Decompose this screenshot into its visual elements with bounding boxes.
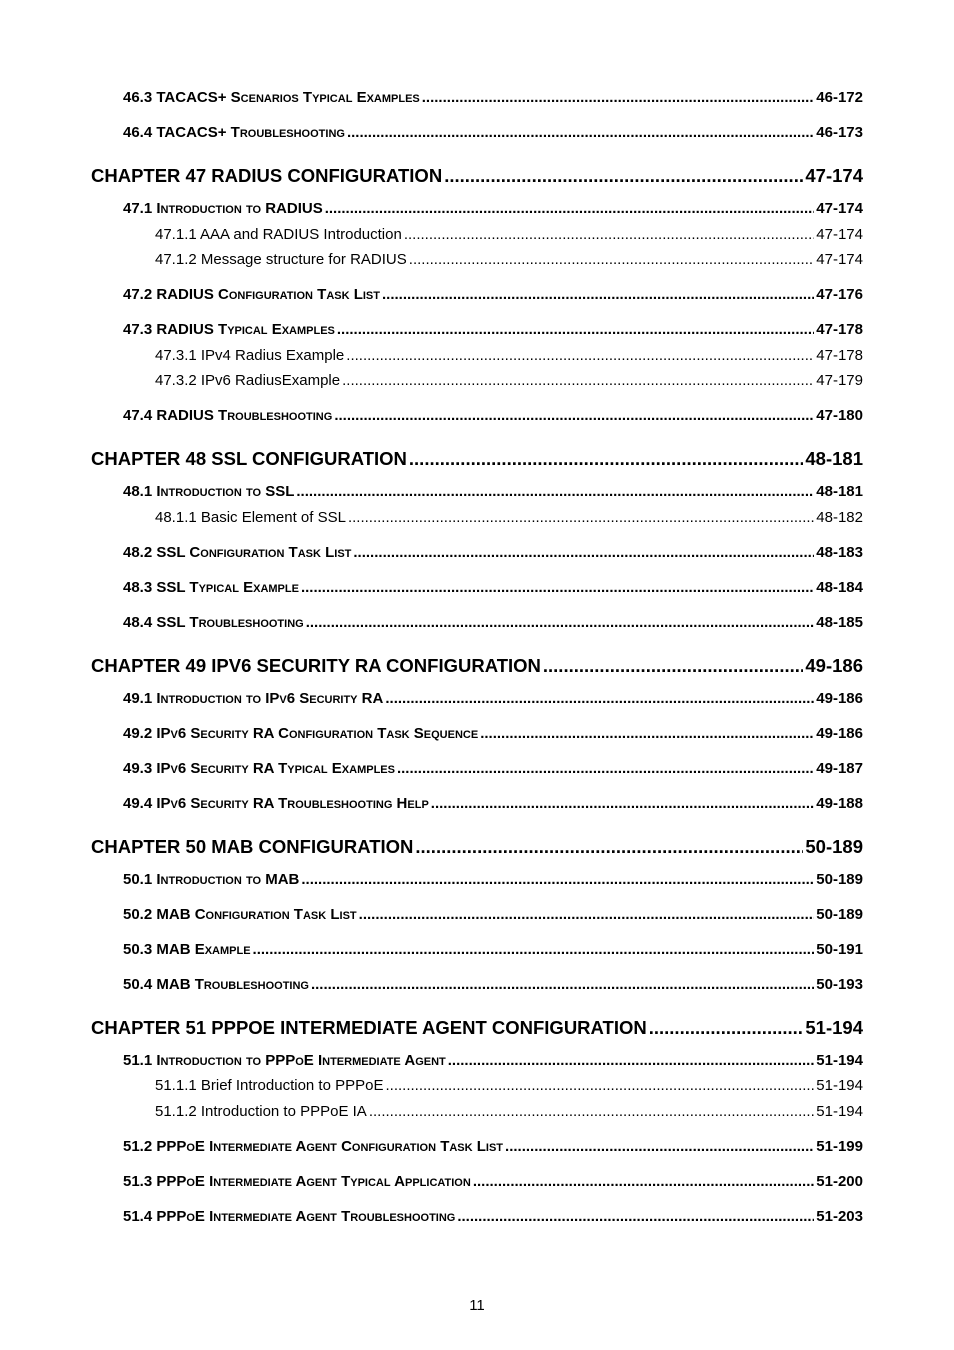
toc-entry-page: 50-191 — [816, 940, 863, 958]
toc-chapter-entry[interactable] — [91, 164, 863, 188]
toc-entry-page: 47-176 — [816, 286, 863, 303]
toc-entry-page: 46-173 — [816, 124, 863, 141]
dot-leader — [306, 613, 815, 633]
toc-entry-title: 51.1.2 Introduction to PPPoE IA — [155, 1102, 367, 1120]
dot-leader — [369, 1102, 814, 1122]
toc-entry-page: 47-180 — [816, 407, 863, 424]
toc-section-entry[interactable] — [91, 543, 863, 563]
dot-leader — [296, 482, 814, 502]
toc-chapter-entry[interactable] — [91, 654, 863, 678]
toc-entry-title: 50.4 MAB Troubleshooting — [123, 975, 309, 993]
dot-leader — [444, 164, 803, 188]
toc-sub-entry[interactable] — [91, 346, 863, 366]
dot-leader — [505, 1137, 814, 1157]
toc-entry-page: 48-185 — [816, 613, 863, 631]
toc-entry-title: 49.2 IPv6 Security RA Configuration Task Sequence — [123, 724, 479, 742]
toc-entry-page: 50-193 — [816, 975, 863, 993]
dot-leader — [325, 199, 815, 219]
toc-entry-title: 48.4 SSL Troubleshooting — [123, 613, 304, 631]
dot-leader — [385, 689, 814, 709]
toc-section-entry[interactable] — [91, 940, 863, 960]
toc-entry-title: 47.2 RADIUS Configuration Task List — [123, 286, 380, 303]
toc-section-entry[interactable] — [91, 285, 863, 305]
dot-leader — [431, 794, 815, 814]
toc-entry-title: 47.4 RADIUS Troubleshooting — [123, 407, 333, 424]
toc-entry-page: 46-172 — [816, 89, 863, 106]
dot-leader — [347, 123, 814, 143]
toc-entry-title: 49.4 IPv6 Security RA Troubleshooting Help — [123, 794, 429, 812]
dot-leader — [253, 940, 815, 960]
toc-entry-title: CHAPTER 50 MAB CONFIGURATION — [91, 835, 414, 857]
toc-section-entry[interactable] — [91, 482, 863, 502]
toc-entry-page: 48-183 — [816, 543, 863, 561]
toc-section-entry[interactable] — [91, 1172, 863, 1192]
toc-sub-entry[interactable] — [91, 371, 863, 391]
toc-entry-title: 46.4 TACACS+ Troubleshooting — [123, 124, 345, 141]
toc-section-entry[interactable] — [91, 870, 863, 890]
toc-entry-page: 48-181 — [805, 448, 863, 469]
toc-section-entry[interactable] — [91, 689, 863, 709]
dot-leader — [404, 225, 814, 245]
table-of-contents — [91, 88, 863, 1227]
toc-section-entry[interactable] — [91, 905, 863, 925]
toc-sub-entry[interactable] — [91, 250, 863, 270]
toc-section-entry[interactable] — [91, 320, 863, 340]
dot-leader — [382, 285, 814, 305]
toc-chapter-entry[interactable] — [91, 835, 863, 859]
toc-section-entry[interactable] — [91, 199, 863, 219]
toc-entry-page: 47-179 — [816, 372, 863, 389]
dot-leader — [346, 346, 814, 366]
dot-leader — [543, 654, 804, 678]
toc-entry-title: 50.1 Introduction to MAB — [123, 870, 300, 888]
toc-section-entry[interactable] — [91, 759, 863, 779]
toc-entry-title: CHAPTER 49 IPV6 SECURITY RA CONFIGURATION — [91, 654, 541, 676]
toc-section-entry[interactable] — [91, 123, 863, 143]
dot-leader — [409, 250, 815, 270]
dot-leader — [334, 406, 814, 426]
toc-entry-title: 48.1 Introduction to SSL — [123, 483, 295, 500]
toc-entry-title: CHAPTER 47 RADIUS CONFIGURATION — [91, 165, 443, 186]
dot-leader — [311, 975, 814, 995]
toc-entry-page: 49-186 — [816, 724, 863, 742]
toc-entry-page: 47-178 — [816, 321, 863, 338]
toc-entry-title: 48.1.1 Basic Element of SSL — [155, 508, 346, 526]
dot-leader — [301, 870, 814, 890]
toc-entry-page: 48-181 — [816, 483, 863, 500]
dot-leader — [473, 1172, 814, 1192]
toc-chapter-entry[interactable] — [91, 447, 863, 471]
dot-leader — [649, 1016, 804, 1040]
toc-entry-page: 49-188 — [816, 794, 863, 812]
toc-entry-title: 48.2 SSL Configuration Task List — [123, 543, 352, 561]
toc-entry-page: 47-174 — [816, 251, 863, 268]
toc-entry-title: 51.1.1 Brief Introduction to PPPoE — [155, 1077, 384, 1094]
toc-sub-entry[interactable] — [91, 1076, 863, 1096]
toc-entry-page: 47-178 — [816, 346, 863, 364]
toc-section-entry[interactable] — [91, 1137, 863, 1157]
dot-leader — [353, 543, 814, 563]
toc-entry-page: 50-189 — [805, 835, 863, 857]
toc-entry-title: 49.3 IPv6 Security RA Typical Examples — [123, 759, 395, 777]
toc-entry-page: 51-194 — [816, 1051, 863, 1069]
toc-entry-title: 50.2 MAB Configuration Task List — [123, 905, 357, 923]
toc-chapter-entry[interactable] — [91, 1016, 863, 1040]
dot-leader — [409, 447, 803, 471]
dot-leader — [422, 88, 815, 108]
toc-entry-page: 47-174 — [816, 225, 863, 243]
toc-entry-title: 51.4 PPPoE Intermediate Agent Troubleshooting — [123, 1207, 456, 1225]
toc-entry-title: 48.3 SSL Typical Example — [123, 578, 299, 596]
toc-entry-page: 51-200 — [816, 1172, 863, 1190]
toc-entry-page: 51-199 — [816, 1137, 863, 1155]
page-number: 11 — [469, 1297, 485, 1314]
toc-sub-entry[interactable] — [91, 508, 863, 528]
toc-sub-entry[interactable] — [91, 1102, 863, 1122]
toc-entry-page: 50-189 — [816, 905, 863, 923]
toc-section-entry[interactable] — [91, 406, 863, 426]
toc-entry-page: 49-187 — [816, 759, 863, 777]
dot-leader — [348, 508, 814, 528]
toc-entry-page: 49-186 — [816, 689, 863, 707]
toc-entry-page: 51-203 — [816, 1207, 863, 1225]
toc-entry-title: 51.2 PPPoE Intermediate Agent Configuration Task List — [123, 1137, 504, 1155]
toc-entry-title: 49.1 Introduction to IPv6 Security RA — [123, 689, 384, 707]
toc-section-entry[interactable] — [91, 578, 863, 598]
dot-leader — [448, 1051, 815, 1071]
toc-entry-page: 50-189 — [816, 870, 863, 888]
dot-leader — [301, 578, 814, 598]
toc-entry-title: 47.1 Introduction to RADIUS — [123, 200, 323, 217]
dot-leader — [342, 371, 814, 391]
dot-leader — [457, 1207, 814, 1227]
dot-leader — [359, 905, 815, 925]
dot-leader — [480, 724, 814, 744]
toc-entry-title: 46.3 TACACS+ Scenarios Typical Examples — [123, 89, 420, 106]
dot-leader — [385, 1076, 814, 1096]
toc-entry-title: 47.1.2 Message structure for RADIUS — [155, 251, 407, 268]
toc-section-entry[interactable] — [91, 794, 863, 814]
toc-entry-title: 51.1 Introduction to PPPoE Intermediate Agent — [123, 1051, 446, 1069]
toc-entry-title: 47.3.1 IPv4 Radius Example — [155, 346, 345, 364]
toc-entry-page: 47-174 — [805, 165, 863, 186]
dot-leader — [415, 835, 803, 859]
toc-entry-page: 49-186 — [805, 654, 863, 676]
toc-section-entry[interactable] — [91, 1207, 863, 1227]
dot-leader — [397, 759, 814, 779]
toc-entry-page: 51-194 — [805, 1016, 863, 1038]
toc-entry-title: 47.1.1 AAA and RADIUS Introduction — [155, 225, 402, 243]
toc-entry-page: 48-182 — [816, 508, 863, 526]
toc-section-entry[interactable] — [91, 88, 863, 108]
toc-section-entry[interactable] — [91, 1051, 863, 1071]
toc-sub-entry[interactable] — [91, 225, 863, 245]
toc-section-entry[interactable] — [91, 975, 863, 995]
toc-entry-title: 51.3 PPPoE Intermediate Agent Typical Application — [123, 1172, 471, 1190]
toc-entry-page: 47-174 — [816, 200, 863, 217]
toc-entry-title: 50.3 MAB Example — [123, 940, 251, 958]
toc-entry-title: CHAPTER 48 SSL CONFIGURATION — [91, 448, 407, 469]
toc-entry-title: CHAPTER 51 PPPOE INTERMEDIATE AGENT CONFIGURATION — [91, 1016, 647, 1038]
toc-section-entry[interactable] — [91, 613, 863, 633]
toc-entry-page: 51-194 — [816, 1102, 863, 1120]
toc-entry-page: 51-194 — [816, 1077, 863, 1094]
toc-entry-page: 48-184 — [816, 578, 863, 596]
toc-entry-title: 47.3 RADIUS Typical Examples — [123, 321, 335, 338]
dot-leader — [337, 320, 814, 340]
toc-entry-title: 47.3.2 IPv6 RadiusExample — [155, 372, 341, 389]
toc-section-entry[interactable] — [91, 724, 863, 744]
